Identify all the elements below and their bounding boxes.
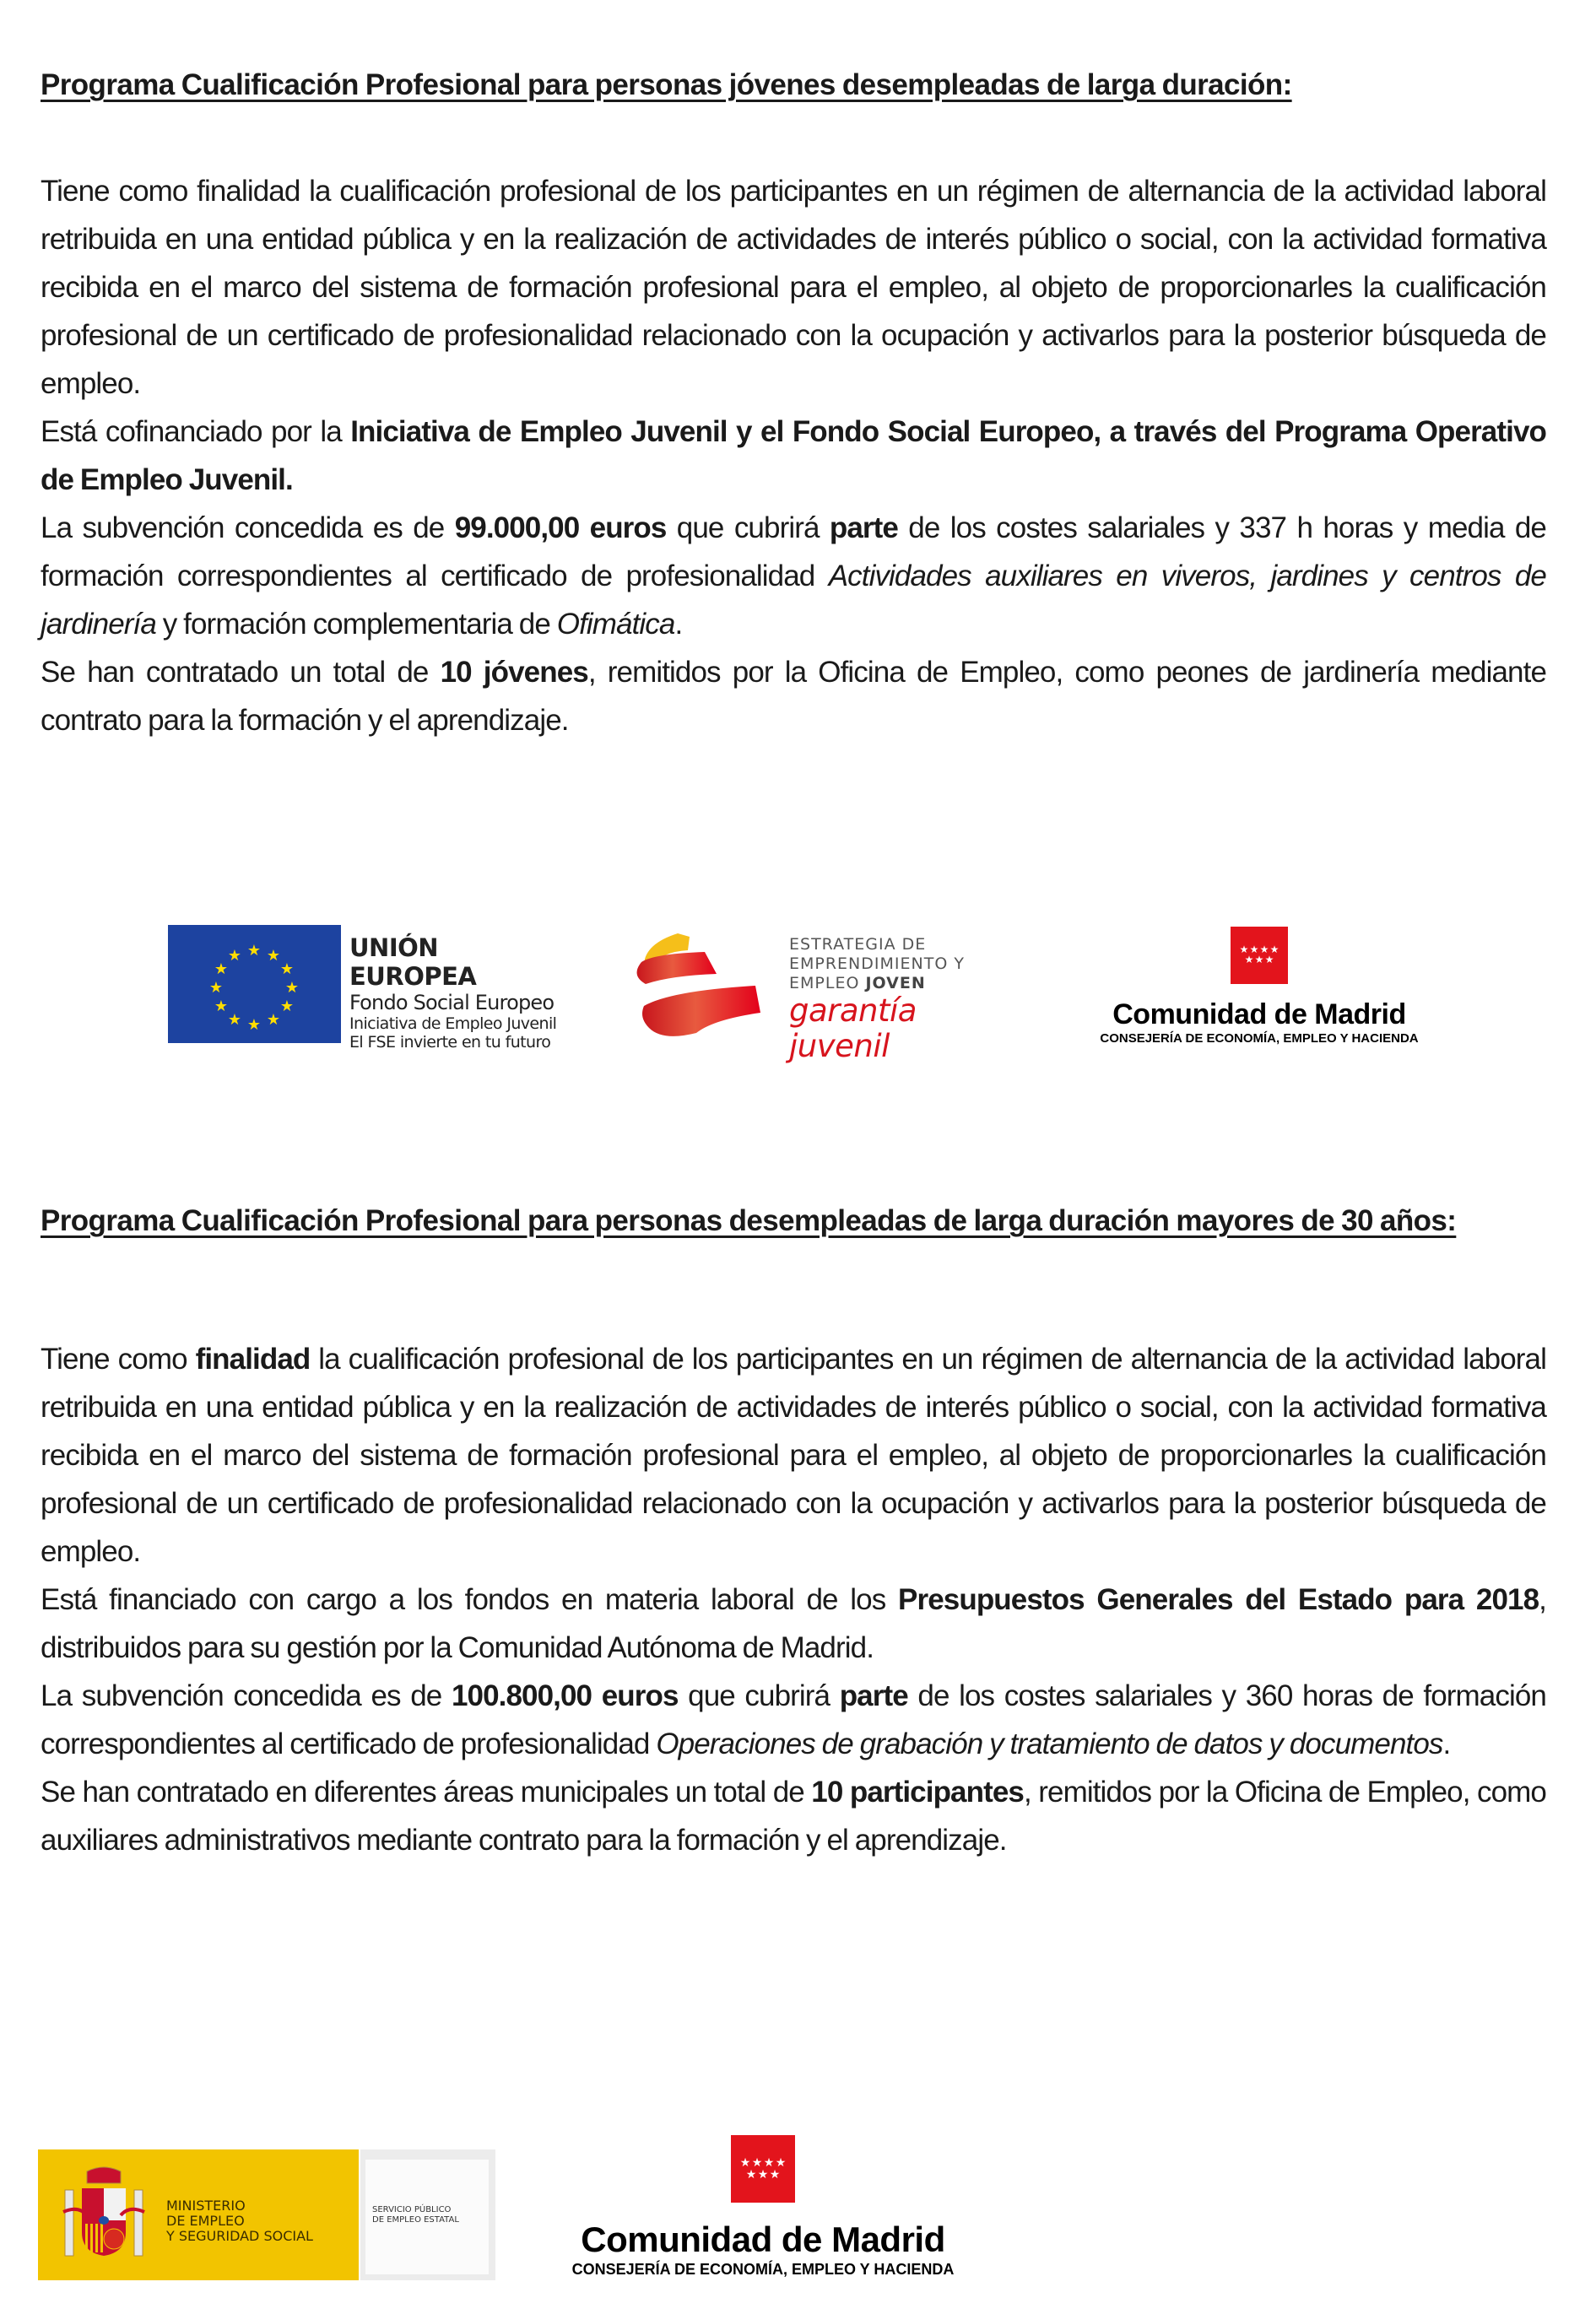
- text: la cualificación profesional de los participantes en un régimen de alternancia de la actividad laboral retribuida en una entidad pública y en la realización de actividades de interés público o social, con la actividad formativa recibida en el marco del sistema de formación profesional para el empleo, al objeto de proporcionarles la cualificación profesional de un certificado de profesionalidad relacionado con la ocupación y activarlos para la posterior búsqueda de empleo.: [41, 1343, 1546, 1568]
- text: .: [674, 608, 683, 641]
- gj-line2: EMPRENDIMIENTO Y: [789, 954, 965, 973]
- funding-source: Presupuestos Generales del Estado para 2018: [898, 1583, 1539, 1616]
- section2-paragraph-purpose: [41, 1335, 1546, 1576]
- text: y formación complementaria de: [155, 608, 557, 641]
- madrid-name: Comunidad de Madrid: [581, 2220, 945, 2259]
- svg-text:★: ★: [1239, 944, 1249, 955]
- certificate-name: Actividades auxiliares en viveros, jardines y centros de jardinería: [41, 560, 1546, 641]
- text: JOVEN: [865, 974, 926, 992]
- svg-text:★: ★: [279, 998, 295, 1015]
- svg-text:★: ★: [757, 2168, 769, 2182]
- certificate-name: Operaciones de grabación y tratamiento de datos y documentos: [656, 1728, 1443, 1760]
- section2-paragraph-funding: [41, 1576, 1546, 1672]
- text: La subvención concedida es de: [41, 1679, 452, 1712]
- sepe-line1: SERVICIO PÚBLICO: [372, 2205, 452, 2214]
- section2-heading: Programa Cualificación Profesional para personas desempleadas de larga duración mayores de 30 años:: [41, 1204, 1457, 1237]
- section1-paragraph-funding: [41, 408, 1546, 504]
- eu-initiative: Iniciativa de Empleo Juvenil: [349, 1014, 557, 1033]
- gj-line3: [789, 974, 1025, 993]
- svg-text:★: ★: [246, 1016, 262, 1034]
- svg-text:★: ★: [214, 960, 229, 978]
- eu-logo-text: [349, 933, 565, 1052]
- emphasis: finalidad: [195, 1343, 311, 1376]
- section2-paragraph-subsidy: [41, 1672, 1546, 1768]
- garantia-juvenil-text: [789, 935, 1025, 1064]
- svg-text:★: ★: [751, 2156, 763, 2170]
- svg-text:★: ★: [1254, 954, 1264, 965]
- svg-text:★: ★: [246, 942, 262, 960]
- svg-text:★: ★: [266, 947, 281, 965]
- svg-text:★: ★: [227, 947, 242, 965]
- comunidad-madrid-logo-footer: [510, 2135, 1016, 2279]
- svg-text:★: ★: [279, 960, 295, 978]
- svg-text:★: ★: [1269, 944, 1280, 955]
- section1-body: [41, 167, 1546, 744]
- section1-paragraph-purpose: Tiene como finalidad la cualificación profesional de los participantes en un régimen de alternancia de la actividad laboral retribuida en una entidad pública y en la realización de actividades de interés público o social, con la actividad formativa recibida en el marco del sistema de formación profesional para el empleo, al objeto de proporcionarles la cualificación profesional de un certificado de profesionalidad relacionado con la ocupación y activarlos para la posterior búsqueda de empleo.: [41, 175, 1546, 400]
- gj-brand: garantía juvenil: [789, 992, 917, 1064]
- text: Se han contratado un total de: [41, 656, 441, 689]
- text: .: [1442, 1728, 1451, 1760]
- text: que cubrirá: [666, 511, 830, 544]
- svg-text:★: ★: [214, 998, 229, 1015]
- madrid-department: CONSEJERÍA DE ECONOMÍA, EMPLEO Y HACIENDA: [1100, 1031, 1419, 1046]
- complementary-training: Ofimática: [556, 608, 675, 641]
- svg-text:★: ★: [227, 1011, 242, 1029]
- section1-paragraph-subsidy: [41, 504, 1546, 648]
- garantia-juvenil-logo: [620, 925, 1025, 1064]
- funding-source: Iniciativa de Empleo Juvenil y el Fondo Social Europeo, a través del Programa Operativo de Empleo Juvenil.: [41, 415, 1546, 496]
- text: , remitidos por la Oficina de Empleo, como auxiliares administrativos mediante contrato para la formación y el aprendizaje.: [41, 1776, 1546, 1857]
- svg-text:★: ★: [1249, 944, 1259, 955]
- svg-text:★: ★: [1264, 954, 1274, 965]
- hired-count: 10 participantes: [811, 1776, 1024, 1809]
- text: , distribuidos para su gestión por la Comunidad Autónoma de Madrid.: [41, 1583, 1546, 1664]
- eu-slogan: El FSE invierte en tu futuro: [349, 1033, 551, 1052]
- section2-paragraph-hiring: [41, 1768, 1546, 1864]
- madrid-department: CONSEJERÍA DE ECONOMÍA, EMPLEO Y HACIENDA: [571, 2261, 955, 2278]
- svg-text:★: ★: [763, 2156, 775, 2170]
- madrid-flag-icon: [1231, 927, 1288, 984]
- svg-text:★: ★: [1244, 954, 1254, 965]
- text: Tiene como: [41, 1343, 196, 1376]
- svg-text:★: ★: [769, 2168, 781, 2182]
- svg-text:★: ★: [775, 2156, 787, 2170]
- ministerio-empleo-logo: [38, 2149, 494, 2280]
- section2-body: [41, 1335, 1546, 1864]
- garantia-juvenil-ribbon-icon: [620, 925, 772, 1043]
- section1-heading: Programa Cualificación Profesional para personas jóvenes desempleadas de larga duración:: [41, 68, 1292, 101]
- text: Se han contratado en diferentes áreas municipales un total de: [41, 1776, 812, 1809]
- comunidad-madrid-logo: [1065, 927, 1453, 1046]
- ministerio-line3: Y SEGURIDAD SOCIAL: [166, 2228, 313, 2244]
- svg-text:★: ★: [1259, 944, 1269, 955]
- sepe-text: [372, 2205, 459, 2225]
- eu-fse-logo: [168, 925, 565, 1052]
- eu-fund-name: Fondo Social Europeo: [349, 991, 555, 1014]
- text: de los costes salariales y 337 h horas y media de formación correspondientes al certificado de profesionalidad: [41, 511, 1546, 592]
- text: Está financiado con cargo a los fondos en materia laboral de los: [41, 1583, 899, 1616]
- emphasis: parte: [829, 511, 898, 544]
- emphasis: parte: [839, 1679, 908, 1712]
- eu-flag-icon: [168, 925, 341, 1043]
- svg-text:★: ★: [266, 1011, 281, 1029]
- section1-paragraph-hiring: [41, 648, 1546, 744]
- hired-count: 10 jóvenes: [440, 656, 588, 689]
- svg-text:★: ★: [739, 2156, 751, 2170]
- ministerio-line1: MINISTERIO: [166, 2198, 246, 2214]
- subsidy-amount: 99.000,00 euros: [454, 511, 667, 544]
- text: , remitidos por la Oficina de Empleo, como peones de jardinería mediante contrato para la formación y el aprendizaje.: [41, 656, 1547, 737]
- text: de los costes salariales y 360 horas de formación correspondientes al certificado de profesionalidad: [41, 1679, 1546, 1760]
- ministerio-line2: DE EMPLEO: [166, 2213, 245, 2229]
- gj-line1: ESTRATEGIA DE: [789, 935, 927, 954]
- text: EMPLEO: [789, 974, 866, 992]
- subsidy-amount: 100.800,00 euros: [451, 1679, 679, 1712]
- svg-text:★: ★: [284, 979, 300, 997]
- madrid-flag-icon: [731, 2135, 795, 2203]
- svg-text:★: ★: [208, 979, 224, 997]
- ministerio-text: [166, 2198, 313, 2244]
- text: La subvención concedida es de: [41, 511, 455, 544]
- madrid-name: Comunidad de Madrid: [1112, 998, 1406, 1030]
- text: Está cofinanciado por la: [41, 415, 351, 448]
- text: que cubrirá: [678, 1679, 840, 1712]
- eu-title: UNIÓN EUROPEA: [349, 933, 477, 991]
- sepe-line2: DE EMPLEO ESTATAL: [372, 2215, 459, 2225]
- spain-coat-of-arms-icon: [62, 2165, 146, 2264]
- svg-text:★: ★: [745, 2168, 757, 2182]
